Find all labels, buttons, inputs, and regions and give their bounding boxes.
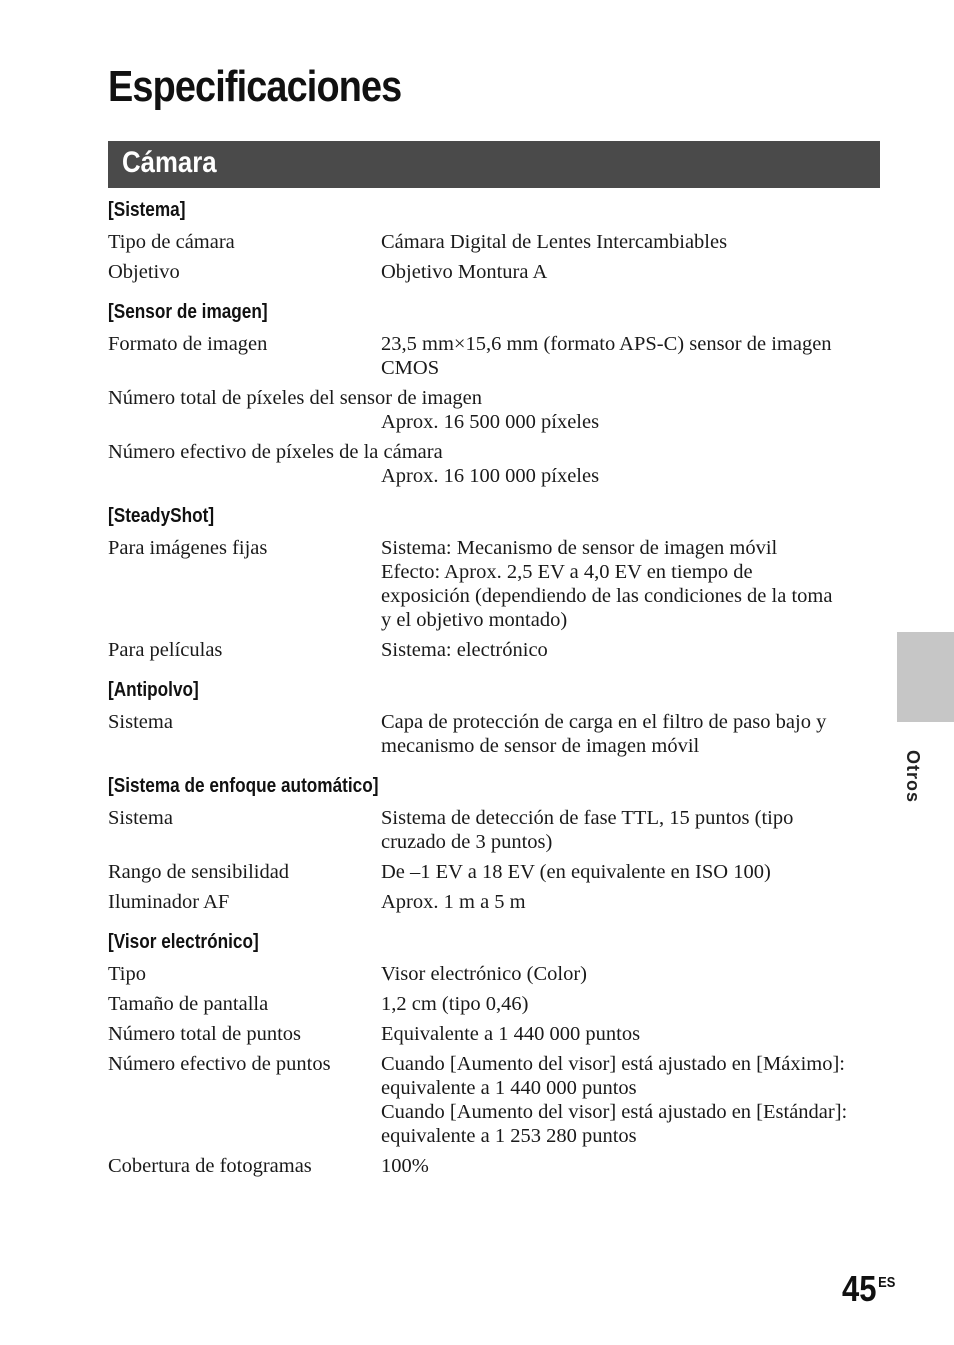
spec-label: Para imágenes fijas bbox=[108, 537, 268, 559]
spec-label: Para películas bbox=[108, 639, 223, 661]
spec-value-line: Aprox. 16 100 000 píxeles bbox=[381, 465, 600, 487]
spec-value-line: Aprox. 1 m a 5 m bbox=[381, 891, 526, 913]
spec-row bbox=[108, 1154, 888, 1178]
spec-section bbox=[108, 502, 888, 662]
spec-section bbox=[108, 676, 888, 758]
section-heading: [Sistema] bbox=[108, 199, 186, 221]
spec-value bbox=[381, 260, 886, 284]
spec-value bbox=[381, 962, 886, 986]
spec-label: Tipo de cámara bbox=[108, 231, 235, 253]
spec-value-line: Sistema: Mecanismo de sensor de imagen móvil bbox=[381, 537, 778, 559]
page-number-value: 45 bbox=[842, 1268, 877, 1309]
spec-section bbox=[108, 928, 888, 1178]
spec-label: Tipo bbox=[108, 963, 146, 985]
spec-value-line: Cuando [Aumento del visor] está ajustado en [Estándar]: bbox=[381, 1101, 848, 1123]
spec-value bbox=[381, 992, 886, 1016]
spec-label: Formato de imagen bbox=[108, 333, 268, 355]
spec-row bbox=[108, 386, 888, 434]
spec-row bbox=[108, 992, 888, 1016]
spec-value bbox=[381, 332, 886, 380]
spec-list bbox=[108, 196, 888, 1192]
spec-value bbox=[381, 1154, 886, 1178]
spec-value-line: Objetivo Montura A bbox=[381, 261, 548, 283]
spec-row bbox=[108, 806, 888, 854]
spec-value-line: 100% bbox=[381, 1155, 429, 1177]
spec-row bbox=[108, 710, 888, 758]
spec-row bbox=[108, 230, 888, 254]
spec-value bbox=[381, 710, 886, 758]
spec-label: Sistema bbox=[108, 807, 173, 829]
section-heading: [Sensor de imagen] bbox=[108, 301, 268, 323]
spec-value bbox=[381, 1022, 886, 1046]
spec-label: Cobertura de fotogramas bbox=[108, 1155, 312, 1177]
spec-section bbox=[108, 298, 888, 488]
spec-row bbox=[108, 962, 888, 986]
spec-label: Número efectivo de puntos bbox=[108, 1053, 331, 1075]
spec-value bbox=[381, 806, 886, 854]
section-heading: [Sistema de enfoque automático] bbox=[108, 775, 379, 797]
spec-value bbox=[381, 230, 886, 254]
page-number bbox=[842, 1268, 895, 1310]
spec-row bbox=[108, 332, 888, 380]
section-heading: [Visor electrónico] bbox=[108, 931, 259, 953]
spec-value-line: equivalente a 1 440 000 puntos bbox=[381, 1077, 637, 1099]
spec-label: Iluminador AF bbox=[108, 891, 230, 913]
section-heading: [SteadyShot] bbox=[108, 505, 215, 527]
spec-section bbox=[108, 772, 888, 914]
spec-value bbox=[381, 464, 886, 488]
spec-row bbox=[108, 1022, 888, 1046]
spec-value-line: Sistema de detección de fase TTL, 15 puntos (tipo bbox=[381, 807, 794, 829]
spec-value-line: Sistema: electrónico bbox=[381, 639, 548, 661]
spec-value-line: exposición (dependiendo de las condiciones de la toma bbox=[381, 585, 833, 607]
spec-label: Objetivo bbox=[108, 261, 180, 283]
spec-label: Número efectivo de píxeles de la cámara bbox=[108, 441, 443, 463]
spec-row bbox=[108, 260, 888, 284]
spec-value-line: Cuando [Aumento del visor] está ajustado en [Máximo]: bbox=[381, 1053, 845, 1075]
spec-value-line: Aprox. 16 500 000 píxeles bbox=[381, 411, 600, 433]
spec-value bbox=[381, 410, 886, 434]
spec-row bbox=[108, 860, 888, 884]
spec-row bbox=[108, 890, 888, 914]
spec-value-line: Equivalente a 1 440 000 puntos bbox=[381, 1023, 641, 1045]
page-title: Especificaciones bbox=[108, 62, 402, 111]
spec-section bbox=[108, 196, 888, 284]
side-tab bbox=[897, 632, 954, 722]
spec-value bbox=[381, 890, 886, 914]
spec-value-line: mecanismo de sensor de imagen móvil bbox=[381, 735, 700, 757]
section-banner bbox=[108, 141, 880, 188]
spec-value-line: equivalente a 1 253 280 puntos bbox=[381, 1125, 637, 1147]
spec-row bbox=[108, 440, 888, 488]
spec-label: Tamaño de pantalla bbox=[108, 993, 269, 1015]
spec-value bbox=[381, 638, 886, 662]
spec-value-line: 23,5 mm×15,6 mm (formato APS-C) sensor de imagen bbox=[381, 333, 832, 355]
spec-label: Rango de sensibilidad bbox=[108, 861, 290, 883]
spec-value bbox=[381, 1052, 886, 1148]
spec-value-line: Efecto: Aprox. 2,5 EV a 4,0 EV en tiempo de bbox=[381, 561, 753, 583]
spec-label: Número total de puntos bbox=[108, 1023, 302, 1045]
section-banner-label: Cámara bbox=[122, 146, 217, 179]
page-number-suffix: ES bbox=[878, 1274, 896, 1291]
spec-row bbox=[108, 536, 888, 632]
spec-value-line: De –1 EV a 18 EV (en equivalente en ISO 100) bbox=[381, 861, 771, 883]
spec-value-line: Capa de protección de carga en el filtro de paso bajo y bbox=[381, 711, 827, 733]
spec-row bbox=[108, 1052, 888, 1148]
spec-value-line: CMOS bbox=[381, 357, 440, 379]
spec-value bbox=[381, 536, 886, 632]
spec-label: Número total de píxeles del sensor de imagen bbox=[108, 387, 483, 409]
spec-value-line: Cámara Digital de Lentes Intercambiables bbox=[381, 231, 728, 253]
spec-row bbox=[108, 638, 888, 662]
spec-value-line: Visor electrónico (Color) bbox=[381, 963, 587, 985]
section-heading: [Antipolvo] bbox=[108, 679, 199, 701]
spec-value-line: cruzado de 3 puntos) bbox=[381, 831, 553, 853]
spec-value-line: 1,2 cm (tipo 0,46) bbox=[381, 993, 529, 1015]
spec-value-line: y el objetivo montado) bbox=[381, 609, 568, 631]
side-tab-label: Otros bbox=[903, 750, 923, 804]
spec-value bbox=[381, 860, 886, 884]
spec-label: Sistema bbox=[108, 711, 173, 733]
